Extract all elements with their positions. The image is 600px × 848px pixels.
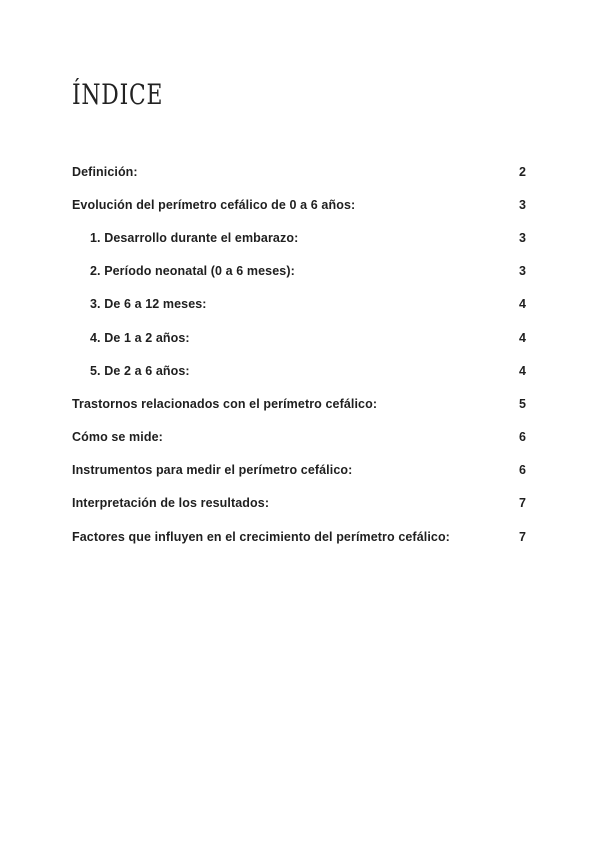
toc-entry-label: Factores que influyen en el crecimiento del perímetro cefálico: <box>72 529 450 544</box>
toc-entry-definicion[interactable] <box>72 155 528 188</box>
toc-entry-como-se-mide[interactable] <box>72 421 528 454</box>
toc-entry-page: 4 <box>519 330 526 345</box>
toc-entry-label: 2. Período neonatal (0 a 6 meses): <box>90 264 295 279</box>
toc-entry-2-6-anos[interactable] <box>72 354 528 387</box>
toc-entry-label: Interpretación de los resultados: <box>72 496 270 511</box>
toc-entry-label: Instrumentos para medir el perímetro cefálico: <box>72 463 353 478</box>
toc-entry-neonatal[interactable] <box>72 255 528 288</box>
toc-entry-page: 6 <box>519 430 526 445</box>
table-of-contents <box>72 155 528 553</box>
toc-entry-page: 7 <box>519 529 526 544</box>
toc-entry-interpretacion[interactable] <box>72 487 528 520</box>
toc-entry-label: Cómo se mide: <box>72 430 163 445</box>
toc-entry-page: 5 <box>519 396 526 411</box>
toc-entry-6-12-meses[interactable] <box>72 288 528 321</box>
toc-entry-label: Evolución del perímetro cefálico de 0 a 6 años: <box>72 197 356 212</box>
toc-entry-page: 3 <box>519 230 526 245</box>
toc-entry-label: 5. De 2 a 6 años: <box>90 363 190 378</box>
toc-entry-page: 3 <box>519 197 526 212</box>
toc-entry-trastornos[interactable] <box>72 387 528 420</box>
toc-entry-factores[interactable] <box>72 520 528 553</box>
toc-entry-page: 3 <box>519 264 526 279</box>
toc-entry-embarazo[interactable] <box>72 221 528 254</box>
toc-entry-instrumentos[interactable] <box>72 454 528 487</box>
toc-entry-page: 6 <box>519 463 526 478</box>
toc-entry-page: 7 <box>519 496 526 511</box>
toc-entry-label: Definición: <box>72 164 138 179</box>
page-title: ÍNDICE <box>72 78 164 111</box>
toc-entry-page: 4 <box>519 363 526 378</box>
toc-entry-1-2-anos[interactable] <box>72 321 528 354</box>
toc-entry-label: 4. De 1 a 2 años: <box>90 330 190 345</box>
toc-entry-label: 3. De 6 a 12 meses: <box>90 297 207 312</box>
toc-entry-label: Trastornos relacionados con el perímetro cefálico: <box>72 396 378 411</box>
toc-entry-page: 4 <box>519 297 526 312</box>
toc-entry-page: 2 <box>519 164 526 179</box>
toc-entry-label: 1. Desarrollo durante el embarazo: <box>90 230 299 245</box>
toc-entry-evolucion[interactable] <box>72 188 528 221</box>
